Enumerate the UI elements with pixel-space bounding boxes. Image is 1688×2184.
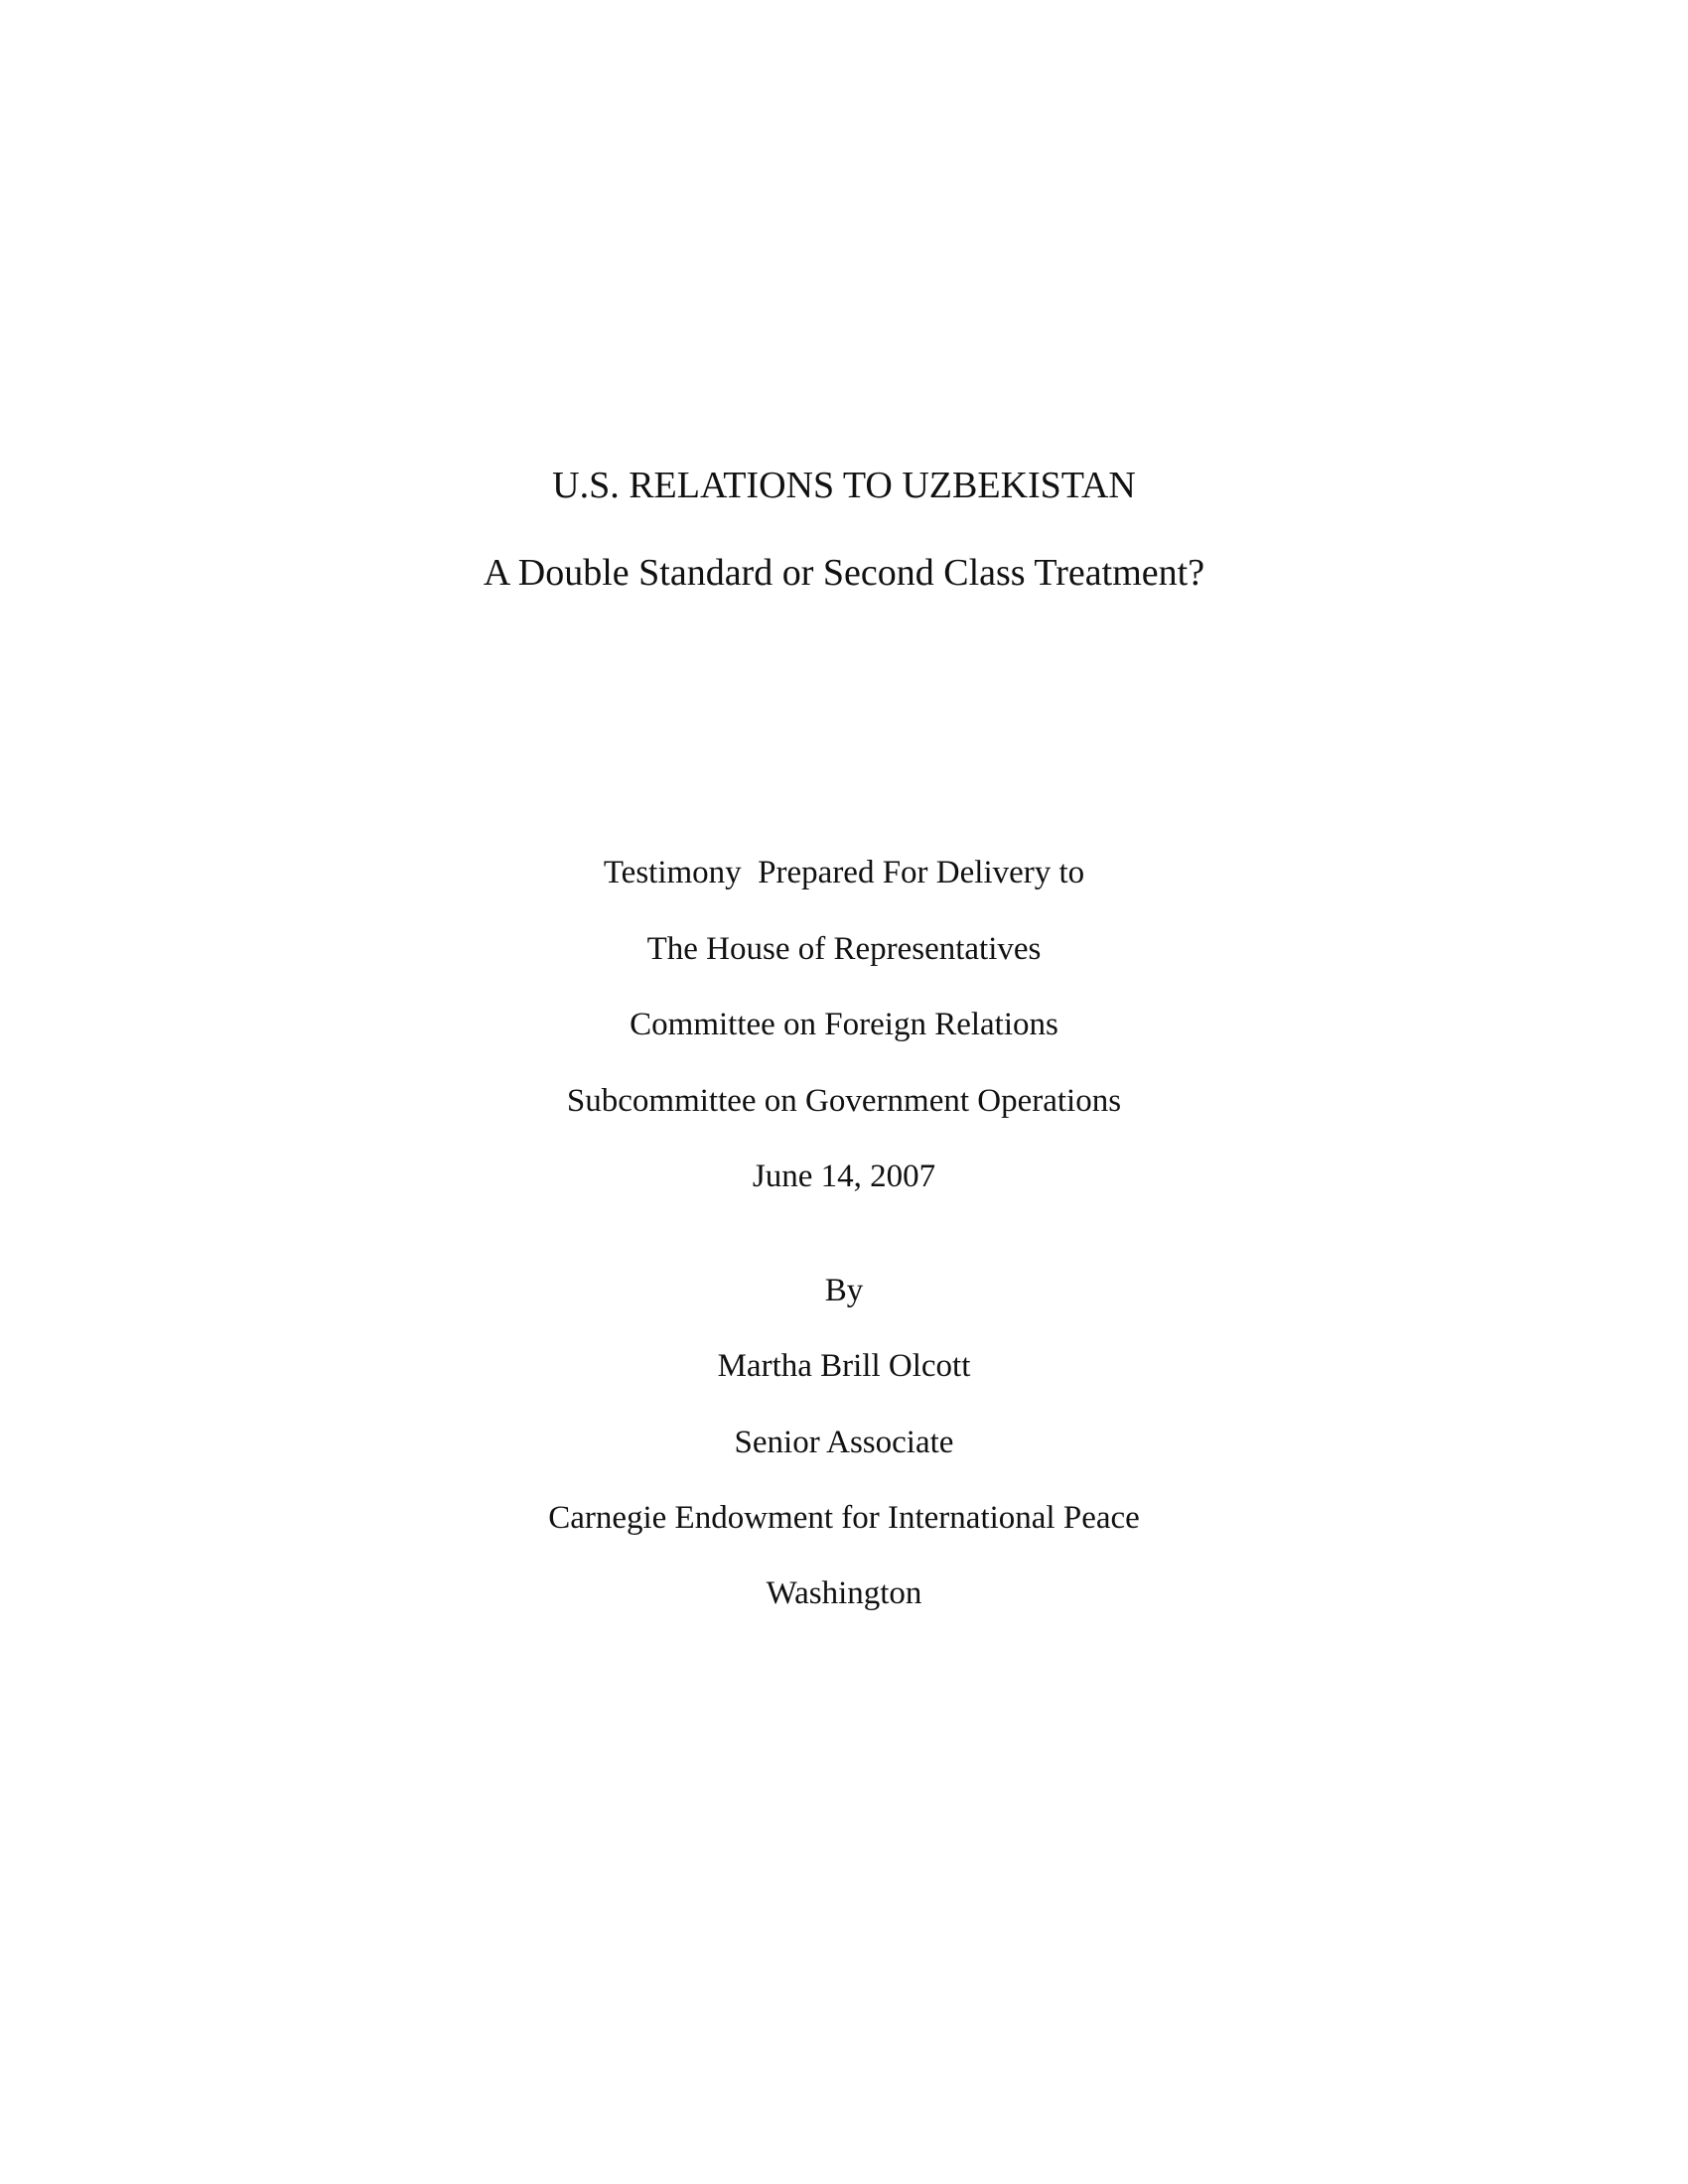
author-position: Senior Associate bbox=[734, 1425, 954, 1460]
testimony-date: June 14, 2007 bbox=[752, 1159, 936, 1194]
author-name: Martha Brill Olcott bbox=[717, 1348, 971, 1384]
testimony-house: The House of Representatives bbox=[646, 931, 1042, 967]
author-city: Washington bbox=[766, 1575, 922, 1611]
testimony-prepared-for: Testimony Prepared For Delivery to bbox=[603, 855, 1085, 890]
author-organization: Carnegie Endowment for International Peace bbox=[548, 1500, 1140, 1536]
author-by: By bbox=[824, 1273, 864, 1308]
document-subtitle: A Double Standard or Second Class Treatment? bbox=[483, 552, 1205, 594]
testimony-committee: Committee on Foreign Relations bbox=[630, 1007, 1058, 1042]
document-title: U.S. RELATIONS TO UZBEKISTAN bbox=[552, 465, 1136, 506]
testimony-subcommittee: Subcommittee on Government Operations bbox=[566, 1083, 1122, 1119]
